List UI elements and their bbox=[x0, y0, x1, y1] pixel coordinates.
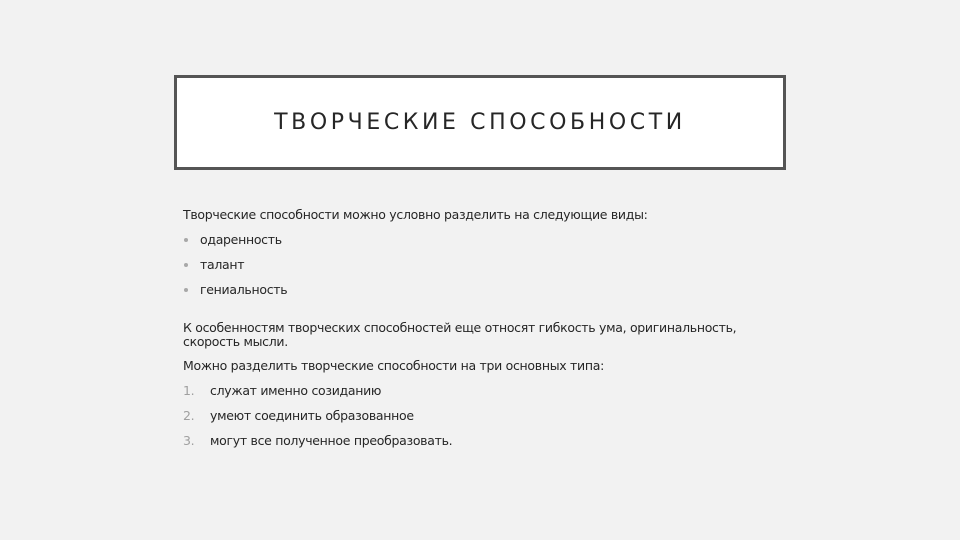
bullet-text: талант bbox=[200, 257, 245, 272]
numbered-item bbox=[183, 409, 783, 423]
bullet-item bbox=[183, 233, 783, 247]
numbered-text: умеют соединить образованное bbox=[210, 408, 414, 423]
intro-paragraph: Творческие способности можно условно разделить на следующие виды: bbox=[183, 207, 648, 222]
number-marker: 1. bbox=[183, 383, 195, 398]
number-marker: 2. bbox=[183, 408, 195, 423]
bullet-text: одаренность bbox=[200, 232, 282, 247]
bullet-text: гениальность bbox=[200, 282, 288, 297]
numbered-item bbox=[183, 384, 783, 398]
numbered-item bbox=[183, 434, 783, 448]
bullet-dot-icon bbox=[183, 233, 190, 247]
bullet-list bbox=[183, 233, 783, 297]
numbered-list bbox=[183, 384, 783, 448]
bullet-dot-icon bbox=[183, 283, 190, 297]
features-paragraph: К особенностям творческих способностей еще относят гибкость ума, оригинальность, скорость мысли. bbox=[183, 320, 737, 349]
types-paragraph: Можно разделить творческие способности на три основных типа: bbox=[183, 358, 604, 373]
slide-title: ТВОРЧЕСКИЕ СПОСОБНОСТИ bbox=[274, 110, 686, 135]
number-marker: 3. bbox=[183, 433, 195, 448]
bullet-dot-icon bbox=[183, 258, 190, 272]
bullet-item bbox=[183, 283, 783, 297]
numbered-text: служат именно созиданию bbox=[210, 383, 382, 398]
numbered-text: могут все полученное преобразовать. bbox=[210, 433, 453, 448]
title-box bbox=[174, 75, 786, 170]
bullet-item bbox=[183, 258, 783, 272]
slide-content bbox=[183, 208, 783, 448]
